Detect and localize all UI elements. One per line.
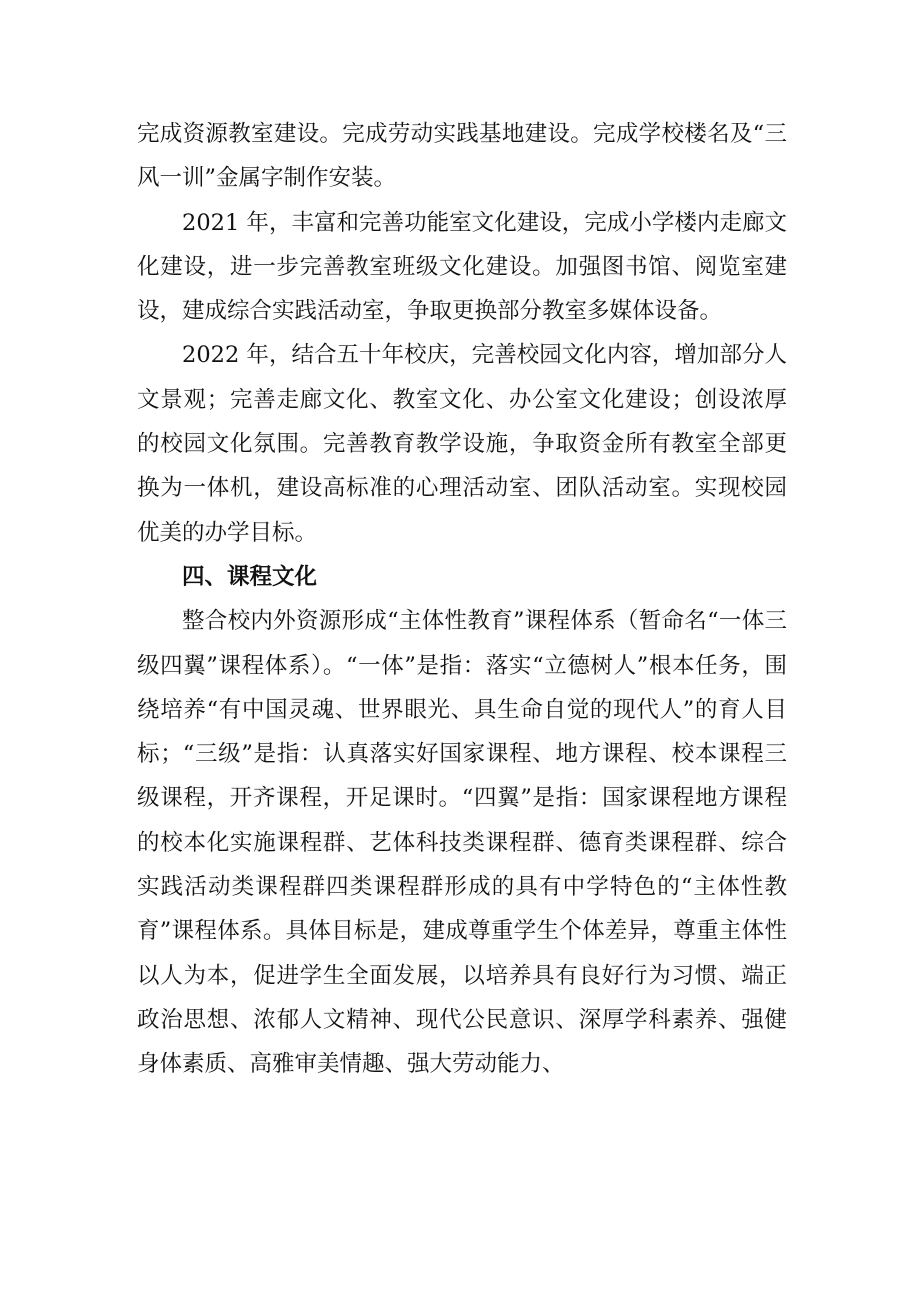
paragraph-2022-plan: 2022 年，结合五十年校庆，完善校园文化内容，增加部分人文景观；完善走廊文化、教室文化、办公室文化建设；创设浓厚的校园文化氛围。完善教育教学设施，争取资金所有教室全部更换为一体机，建设高标准的心理活动室、团队活动室。实现校园优美的办学目标。 <box>137 342 787 546</box>
document-body <box>137 112 787 1087</box>
section-heading-curriculum-culture: 四、课程文化 <box>182 563 318 590</box>
paragraph-continuation: 完成资源教室建设。完成劳动实践基地建设。完成学校楼名及“三风一训”金属字制作安装。 <box>137 121 787 192</box>
paragraph-2021-plan: 2021 年，丰富和完善功能室文化建设，完成小学楼内走廊文化建设，进一步完善教室班级文化建设。加强图书馆、阅览室建设，建成综合实践活动室，争取更换部分教室多媒体设备。 <box>137 209 787 325</box>
paragraph-curriculum-system: 整合校内外资源形成“主体性教育”课程体系（暂命名“一体三级四翼”课程体系）。“一体”是指：落实“立德树人”根本任务，围绕培养“有中国灵魂、世界眼光、具生命自觉的现代人”的育人目标；“三级”是指：认真落实好国家课程、地方课程、校本课程三级课程，开齐课程，开足课时。“四翼”是指：国家课程地方课程的校本化实施课程群、艺体科技类课程群、德育类课程群、综合实践活动类课程群四类课程群形成的具有中学特色的“主体性教育”课程体系。具体目标是，建成尊重学生个体差异，尊重主体性以人为本，促进学生全面发展，以培养具有良好行为习惯、端正政治思想、浓郁人文精神、现代公民意识、深厚学科素养、强健身体素质、高雅审美情趣、强大劳动能力、 <box>137 608 787 1078</box>
